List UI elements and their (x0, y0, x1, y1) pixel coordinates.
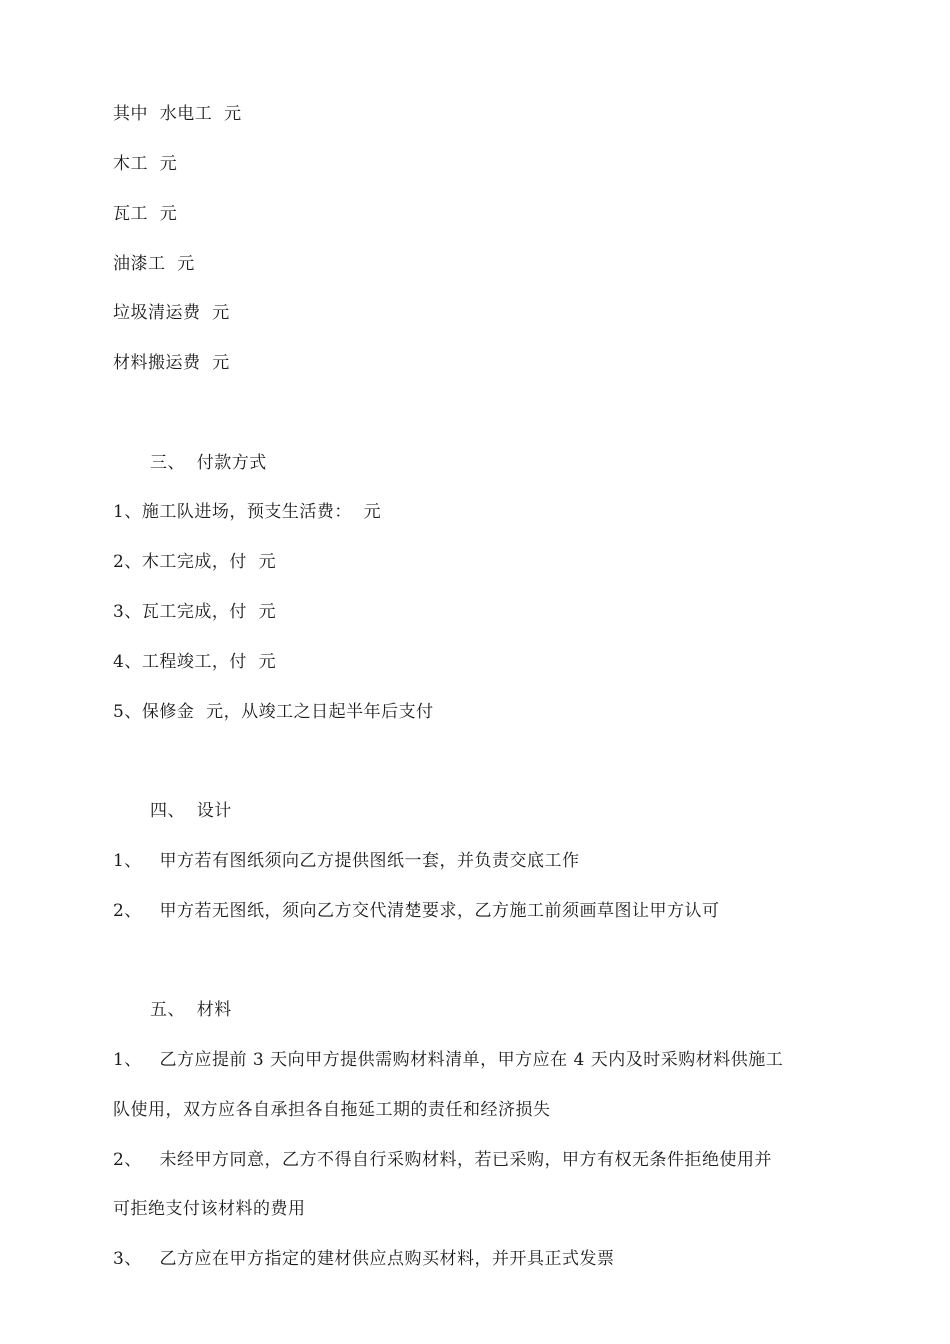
payment-item-4: 4、工程竣工，付 元 (113, 652, 277, 672)
material-item-1-line-2: 队使用，双方应各自承担各自拖延工期的责任和经济损失 (113, 1100, 551, 1120)
section-5-heading: 五、 材料 (150, 1000, 232, 1020)
labor-item-tiling: 瓦工 元 (113, 204, 178, 224)
labor-item-plumbing-electrical: 其中 水电工 元 (113, 104, 242, 124)
payment-item-3: 3、瓦工完成，付 元 (113, 602, 277, 622)
labor-item-painting: 油漆工 元 (113, 254, 195, 274)
section-3-heading: 三、 付款方式 (150, 453, 267, 473)
design-item-1: 1、 甲方若有图纸须向乙方提供图纸一套，并负责交底工作 (113, 851, 580, 871)
design-item-2: 2、 甲方若无图纸，须向乙方交代清楚要求，乙方施工前须画草图让甲方认可 (113, 901, 720, 921)
material-item-1-line-1: 1、 乙方应提前 3 天向甲方提供需购材料清单，甲方应在 4 天内及时采购材料供施工 (113, 1050, 784, 1070)
labor-item-carpentry: 木工 元 (113, 154, 178, 174)
payment-item-1: 1、施工队进场，预支生活费： 元 (113, 502, 382, 522)
section-4-heading: 四、 设计 (150, 801, 232, 821)
material-item-2-line-1: 2、 未经甲方同意，乙方不得自行采购材料，若已采购，甲方有权无条件拒绝使用并 (113, 1150, 773, 1170)
labor-item-material-handling: 材料搬运费 元 (113, 353, 230, 373)
labor-item-waste-removal: 垃圾清运费 元 (113, 303, 230, 323)
payment-item-2: 2、木工完成，付 元 (113, 552, 277, 572)
material-item-3: 3、 乙方应在甲方指定的建材供应点购买材料，并开具正式发票 (113, 1249, 615, 1269)
material-item-2-line-2: 可拒绝支付该材料的费用 (113, 1199, 306, 1219)
payment-item-5: 5、保修金 元，从竣工之日起半年后支付 (113, 702, 434, 722)
